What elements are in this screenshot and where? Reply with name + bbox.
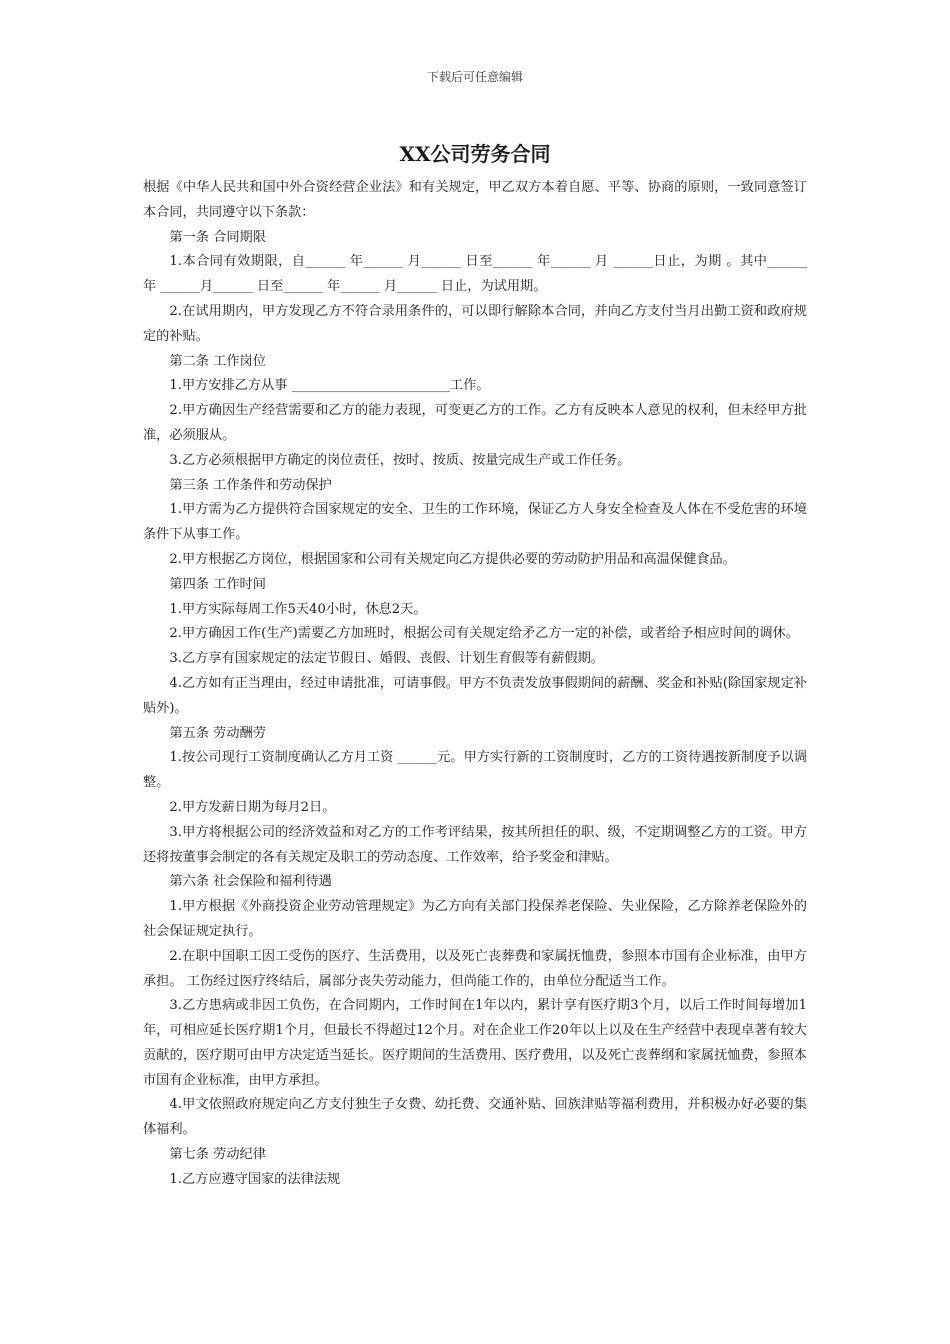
clause-paragraph: 3.乙方必须根据甲方确定的岗位责任，按时、按质、按量完成生产或工作任务。 [169,452,631,468]
clause-paragraph: 2.在职中国职工因工受伤的医疗、生活费用，以及死亡丧葬费和家属抚恤费，参照本市国有企业标准，由甲方承担。 工伤经过医疗终结后，属部分丧失劳动能力，但尚能工作的，由单位分配适当工作。 [143,948,807,989]
article-heading: 第五条 劳动酬劳 [169,725,266,741]
clause-paragraph: 3.乙方患病或非因工负伤，在合同期内，工作时间在1年以内，累计享有医疗期3个月，以后工作时间每增加1年，可相应延长医疗期1个月，但最长不得超过12个月。对在企业工作20年以上以及在生产经营中表现卓著有较大贡献的，医疗期可由甲方决定适当延长。医疗期间的生活费用、医疗费用，以及死亡丧葬纲和家属抚恤费，参照本市国有企业标准，由甲方承担。 [143,998,807,1088]
article-heading: 第三条 工作条件和劳动保护 [169,477,332,493]
clause-paragraph: 1.甲方需为乙方提供符合国家规定的安全、卫生的工作环境，保证乙方人身安全检查及人体在不受危害的环境条件下从事工作。 [143,502,807,543]
clause-paragraph: 2.甲方确因生产经营需要和乙方的能力表现，可变更乙方的工作。乙方有反映本人意见的权利，但未经甲方批准，必须服从。 [143,403,807,443]
document-title: XX公司劳务合同 [399,142,551,166]
clause-paragraph: 4.乙方如有正当理由，经过申请批准，可请事假。甲方不负责发放事假期间的薪酬、奖金和补贴(除国家规定补贴外)。 [143,675,807,716]
clause-paragraph: 1.甲方实际每周工作5天40小时，休息2天。 [169,601,427,617]
clause-paragraph: 2.在试用期内，甲方发现乙方不符合录用条件的，可以即行解除本合同，并向乙方支付当月出勤工资和政府规定的补贴。 [143,303,807,344]
article-heading: 第一条 合同期限 [169,229,266,245]
clause-paragraph: 2.甲方发薪日期为每月2日。 [169,799,336,815]
clause-paragraph: 2.甲方根据乙方岗位，根据国家和公司有关规定向乙方提供必要的劳动防护用品和高温保健食品。 [169,551,736,567]
clause-paragraph: 1.本合同有效期限，自______ 年______ 月______ 日至______ 年______ 月 ______日止，为期 。其中______ 年 ______月______ 日至______ 年______ 月______ 日止，为试用期。 [143,254,807,295]
clause-paragraph: 4.甲文依照政府规定向乙方支付独生子女费、幼托费、交通补贴、回族津贴等福利费用，并积极办好必要的集体福利。 [143,1097,807,1138]
article-heading: 第二条 工作岗位 [169,353,266,369]
clause-paragraph: 3.乙方享有国家规定的法定节假日、婚假、丧假、计划生育假等有薪假期。 [169,651,604,667]
download-note: 下载后可任意编辑 [426,70,523,84]
clause-paragraph: 2.甲方确因工作(生产)需要乙方加班时，根据公司有关规定给矛乙方一定的补偿，或者给予相应时间的调休。 [169,626,799,642]
clause-paragraph: 1.按公司现行工资制度确认乙方月工资 ______元。甲方实行新的工资制度时，乙方的工资待遇按新制度予以调整。 [143,750,807,791]
clause-paragraph: 1.甲方安排乙方从事 ________________________工作。 [169,378,490,394]
intro-paragraph: 根据《中华人民共和国中外合资经营企业法》和有关规定，甲乙双方本着自愿、平等、协商的原则，一致同意签订本合同，共同遵守以下条款： [143,180,807,220]
article-heading: 第六条 社会保险和福利待遇 [169,874,332,890]
contract-body [143,176,807,1193]
clause-paragraph: 1.乙方应遵守国家的法律法规 [169,1171,341,1187]
clause-paragraph: 1.甲方根据《外商投资企业劳动管理规定》为乙方向有关部门投保养老保险、失业保险，乙方除养老保险外的社会保证规定执行。 [143,899,807,939]
article-heading: 第七条 劳动纪律 [169,1147,266,1163]
article-heading: 第四条 工作时间 [169,576,266,592]
clause-paragraph: 3.甲方将根据公司的经济效益和对乙方的工作考评结果，按其所担任的职、级，不定期调整乙方的工资。甲方还将按董事会制定的各有关规定及职工的劳动态度、工作效率，给予奖金和津贴。 [143,824,807,865]
